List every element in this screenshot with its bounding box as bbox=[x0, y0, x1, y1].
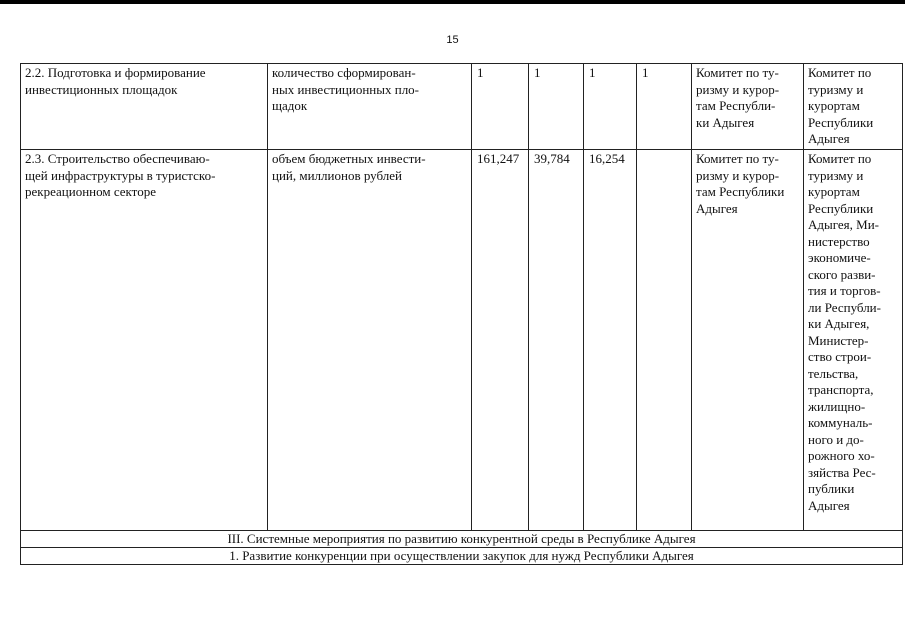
subsection-heading-row bbox=[21, 548, 903, 565]
coexecutor-cell bbox=[804, 64, 903, 150]
value-cell: 1 bbox=[584, 64, 637, 150]
subsection-heading: 1. Развитие конкуренции при осуществлении закупок для нужд Республики Адыгея bbox=[21, 548, 903, 565]
coexecutor-text: Комитет по туризму и курортам Республики Адыгея bbox=[808, 65, 874, 146]
indicator-text: объем бюджетных инвести- ций, миллионов рублей bbox=[272, 151, 426, 183]
page-number: 15 bbox=[446, 34, 459, 46]
table-row bbox=[21, 64, 903, 150]
value-cell bbox=[637, 150, 692, 531]
executor-cell bbox=[692, 150, 804, 531]
coexecutor-cell bbox=[804, 150, 903, 531]
value-cell: 16,254 bbox=[584, 150, 637, 531]
table-row bbox=[21, 150, 903, 531]
activity-cell bbox=[21, 64, 268, 150]
scan-top-edge bbox=[0, 0, 905, 4]
measures-table bbox=[20, 63, 903, 565]
activity-text: 2.3. Строительство обеспечиваю- щей инфраструктуры в туристско- рекреационном секторе bbox=[25, 151, 216, 199]
activity-text: 2.2. Подготовка и формирование инвестиционных площадок bbox=[25, 65, 206, 97]
value-cell: 1 bbox=[529, 64, 584, 150]
executor-cell bbox=[692, 64, 804, 150]
indicator-cell bbox=[268, 64, 472, 150]
activity-cell bbox=[21, 150, 268, 531]
section-heading-row bbox=[21, 531, 903, 548]
coexecutor-text: Комитет по туризму и курортам Республики Адыгея, Ми- нистерство экономиче- ского разви- тия и торгов- ли Республи- ки Адыгея, Министер- ство строи- тельства, транспорта, жилищно- коммуналь- ного и до- рожного хо- зяйства Рес- публики Адыгея bbox=[808, 151, 881, 513]
value-cell: 1 bbox=[637, 64, 692, 150]
value-cell: 39,784 bbox=[529, 150, 584, 531]
section-heading: III. Системные мероприятия по развитию конкурентной среды в Республике Адыгея bbox=[21, 531, 903, 548]
executor-text: Комитет по ту- ризму и курор- там Республики Адыгея bbox=[696, 151, 785, 216]
indicator-cell bbox=[268, 150, 472, 531]
indicator-text: количество сформирован- ных инвестиционных пло- щадок bbox=[272, 65, 420, 113]
value-cell: 161,247 bbox=[472, 150, 529, 531]
executor-text: Комитет по ту- ризму и курор- там Республи- ки Адыгея bbox=[696, 65, 780, 130]
value-cell: 1 bbox=[472, 64, 529, 150]
